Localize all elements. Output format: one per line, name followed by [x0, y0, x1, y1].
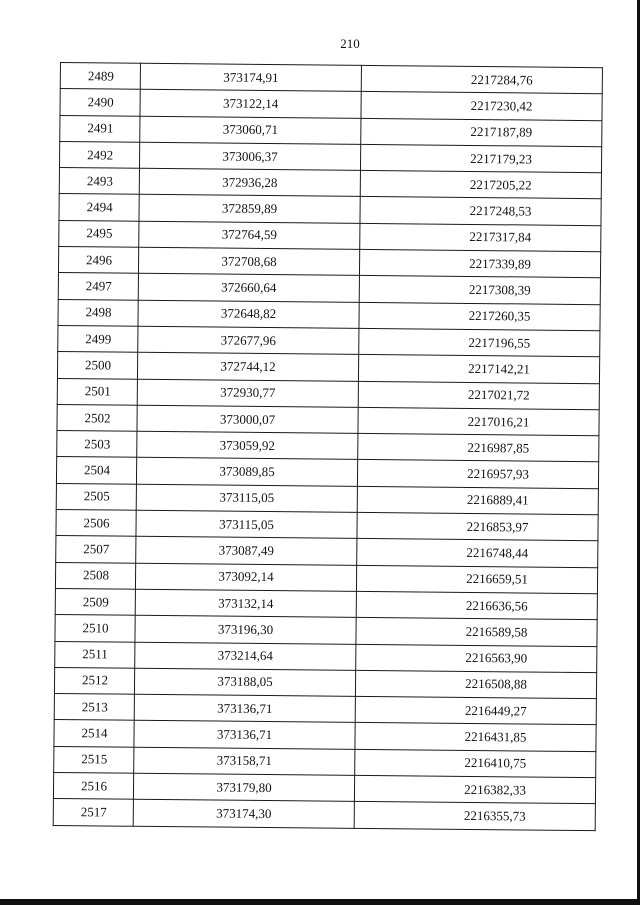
- point-number-cell: 2495: [59, 220, 139, 247]
- point-number-cell: 2509: [55, 588, 135, 615]
- point-number-cell: 2512: [54, 667, 134, 694]
- x-coordinate-cell: 373115,05: [136, 510, 357, 538]
- point-number-cell: 2496: [58, 247, 138, 274]
- x-coordinate-cell: 373214,64: [135, 642, 356, 670]
- x-coordinate-cell: 373132,14: [135, 589, 356, 617]
- point-number-cell: 2513: [54, 694, 134, 721]
- point-number-cell: 2501: [57, 378, 137, 405]
- point-number-cell: 2511: [55, 641, 135, 668]
- y-coordinate-cell: 2216853,97: [357, 512, 598, 541]
- point-number-cell: 2504: [56, 457, 136, 484]
- point-number-cell: 2499: [58, 325, 138, 352]
- x-coordinate-cell: 373196,30: [135, 615, 356, 643]
- x-coordinate-cell: 372648,82: [138, 300, 359, 328]
- point-number-cell: 2505: [56, 483, 136, 510]
- y-coordinate-cell: 2217308,39: [359, 276, 600, 305]
- y-coordinate-cell: 2216957,93: [357, 460, 598, 489]
- y-coordinate-cell: 2217284,76: [361, 65, 602, 94]
- y-coordinate-cell: 2216382,33: [354, 775, 595, 804]
- x-coordinate-cell: 373000,07: [137, 405, 358, 433]
- point-number-cell: 2498: [58, 299, 138, 326]
- y-coordinate-cell: 2216508,88: [355, 670, 596, 699]
- x-coordinate-cell: 372859,89: [139, 195, 360, 223]
- x-coordinate-cell: 372677,96: [138, 326, 359, 354]
- y-coordinate-cell: 2217248,53: [360, 197, 601, 226]
- coordinate-table-container: [53, 62, 603, 831]
- y-coordinate-cell: 2217260,35: [359, 302, 600, 331]
- y-coordinate-cell: 2216889,41: [357, 486, 598, 515]
- x-coordinate-cell: 373179,80: [133, 773, 354, 801]
- y-coordinate-cell: 2216449,27: [355, 696, 596, 725]
- y-coordinate-cell: 2216748,44: [357, 539, 598, 568]
- x-coordinate-cell: 372930,77: [137, 379, 358, 407]
- x-coordinate-cell: 372936,28: [139, 168, 360, 196]
- y-coordinate-cell: 2217179,23: [360, 144, 601, 173]
- y-coordinate-cell: 2217205,22: [360, 171, 601, 200]
- point-number-cell: 2514: [54, 720, 134, 747]
- y-coordinate-cell: 2217187,89: [361, 118, 602, 147]
- table-row: [53, 799, 595, 830]
- y-coordinate-cell: 2216563,90: [356, 644, 597, 673]
- point-number-cell: 2510: [55, 615, 135, 642]
- page-number: 210: [340, 36, 360, 51]
- point-number-cell: 2506: [56, 510, 136, 537]
- point-number-cell: 2507: [56, 536, 136, 563]
- point-number-cell: 2500: [57, 352, 137, 379]
- point-number-cell: 2508: [55, 562, 135, 589]
- point-number-cell: 2492: [59, 141, 139, 168]
- x-coordinate-cell: 373158,71: [134, 747, 355, 775]
- point-number-cell: 2497: [58, 273, 138, 300]
- y-coordinate-cell: 2217317,84: [360, 223, 601, 252]
- point-number-cell: 2494: [59, 194, 139, 221]
- y-coordinate-cell: 2217339,89: [359, 249, 600, 278]
- x-coordinate-cell: 373122,14: [140, 90, 361, 118]
- point-number-cell: 2489: [60, 63, 140, 90]
- x-coordinate-cell: 373087,49: [136, 537, 357, 565]
- x-coordinate-cell: 373136,71: [134, 721, 355, 749]
- y-coordinate-cell: 2216987,85: [358, 434, 599, 463]
- y-coordinate-cell: 2217021,72: [358, 381, 599, 410]
- coordinate-table-body: [53, 63, 602, 831]
- x-coordinate-cell: 373006,37: [139, 142, 360, 170]
- y-coordinate-cell: 2216355,73: [354, 802, 595, 831]
- y-coordinate-cell: 2217016,21: [358, 407, 599, 436]
- x-coordinate-cell: 373060,71: [140, 116, 361, 144]
- y-coordinate-cell: 2216410,75: [355, 749, 596, 778]
- point-number-cell: 2491: [60, 115, 140, 142]
- point-number-cell: 2502: [57, 404, 137, 431]
- y-coordinate-cell: 2216636,56: [356, 591, 597, 620]
- point-number-cell: 2517: [53, 799, 133, 826]
- x-coordinate-cell: 372660,64: [138, 274, 359, 302]
- y-coordinate-cell: 2216659,51: [356, 565, 597, 594]
- x-coordinate-cell: 373136,71: [134, 694, 355, 722]
- y-coordinate-cell: 2217230,42: [361, 92, 602, 121]
- y-coordinate-cell: 2216431,85: [355, 723, 596, 752]
- point-number-cell: 2516: [53, 772, 133, 799]
- x-coordinate-cell: 373174,30: [133, 800, 354, 828]
- point-number-cell: 2503: [57, 431, 137, 458]
- scan-edge-bottom: [0, 899, 640, 905]
- y-coordinate-cell: 2216589,58: [356, 618, 597, 647]
- x-coordinate-cell: 373089,85: [136, 458, 357, 486]
- x-coordinate-cell: 373174,91: [140, 63, 361, 91]
- x-coordinate-cell: 373092,14: [135, 563, 356, 591]
- x-coordinate-cell: 373188,05: [134, 668, 355, 696]
- coordinate-table: [53, 62, 603, 831]
- x-coordinate-cell: 373115,05: [136, 484, 357, 512]
- x-coordinate-cell: 372764,59: [139, 221, 360, 249]
- point-number-cell: 2493: [59, 168, 139, 195]
- point-number-cell: 2515: [54, 746, 134, 773]
- x-coordinate-cell: 373059,92: [137, 431, 358, 459]
- x-coordinate-cell: 372744,12: [137, 353, 358, 381]
- y-coordinate-cell: 2217142,21: [358, 355, 599, 384]
- y-coordinate-cell: 2217196,55: [359, 328, 600, 357]
- x-coordinate-cell: 372708,68: [138, 247, 359, 275]
- point-number-cell: 2490: [60, 89, 140, 116]
